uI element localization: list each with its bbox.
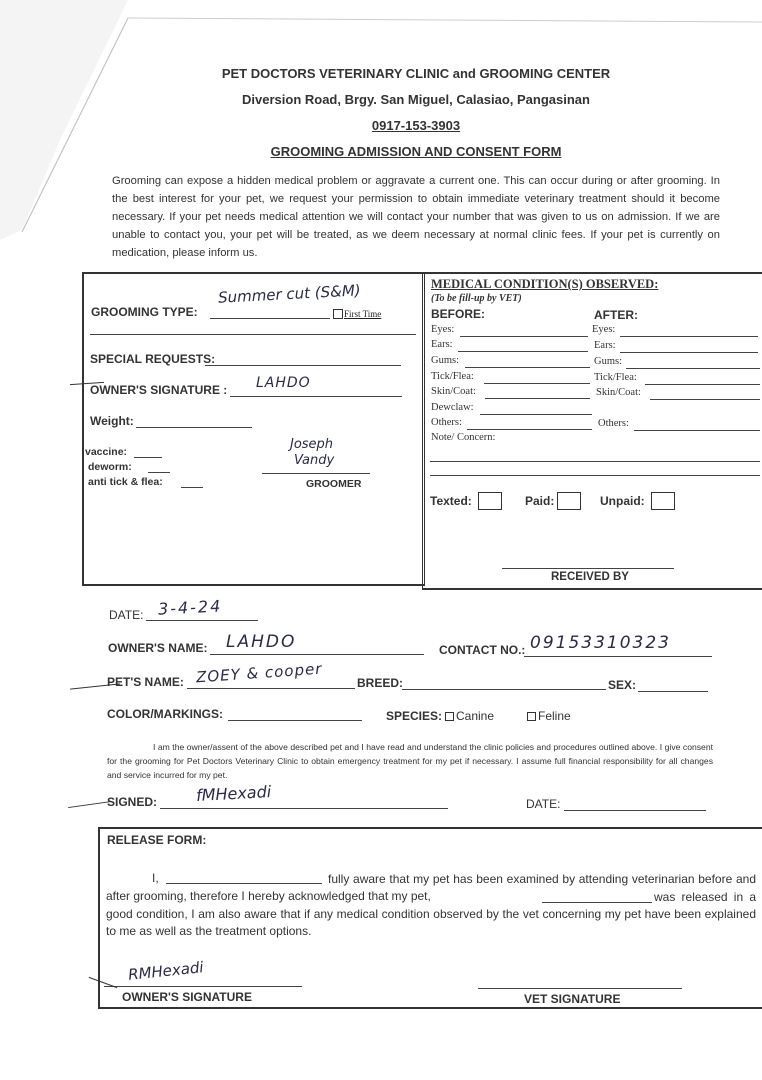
before-label: BEFORE: (431, 307, 485, 321)
canine-label: Canine (456, 709, 495, 723)
medical-title: MEDICAL CONDITION(S) OBSERVED: (431, 277, 659, 291)
before-tickflea: Tick/Flea: (431, 371, 474, 382)
owner-name-value: LAHDO (226, 632, 297, 652)
owner-signature-value: LAHDO (256, 375, 311, 391)
clinic-name: PET DOCTORS VETERINARY CLINIC and GROOMING CENTER (221, 66, 611, 81)
release-vet-signature-label: VET SIGNATURE (524, 992, 621, 1006)
special-requests-line (205, 365, 401, 366)
after-gums-line (626, 368, 760, 369)
first-time-checkbox[interactable] (333, 309, 343, 319)
before-others-line (467, 429, 592, 430)
date-label: DATE: (109, 608, 144, 622)
after-gums: Gums: (594, 356, 623, 367)
pet-name-value: ZOEY & cooper (195, 659, 323, 687)
form-title: GROOMING ADMISSION AND CONSENT FORM (270, 144, 562, 159)
release-text-2: was released in a good condition, I am also aware that if any medical condition observed by the vet concerning my pet have been explained to me as well as the treatment options. (106, 890, 756, 938)
before-eyes-line (460, 336, 588, 337)
vaccine-line (134, 457, 162, 458)
after-others-line (634, 430, 760, 431)
grooming-type-line (210, 318, 330, 319)
contact-label: CONTACT NO.: (439, 643, 526, 657)
vaccine-label: vaccine: (85, 446, 128, 458)
signed-value: fMHexadi (195, 782, 272, 805)
antitick-label: anti tick & flea: (88, 476, 163, 488)
species-label: SPECIES: (386, 709, 443, 723)
sex-label: SEX: (608, 678, 637, 692)
color-markings-line (228, 720, 362, 721)
groomer-name-line2: Vandy (294, 453, 335, 468)
signed-label: SIGNED: (107, 795, 158, 809)
clinic-address: Diversion Road, Brgy. San Miguel, Calasiao, Pangasinan (242, 92, 590, 107)
before-ears: Ears: (431, 339, 453, 350)
before-dewclaw-line (480, 414, 592, 415)
contact-value: 09153310323 (530, 633, 671, 653)
pet-name-label: PET'S NAME: (107, 675, 184, 689)
clinic-phone: 0917-153-3903 (371, 118, 461, 133)
weight-label: Weight: (90, 414, 134, 428)
after-tickflea-line (645, 384, 760, 385)
deworm-label: deworm: (88, 461, 132, 473)
sex-line (638, 691, 708, 692)
before-skincoat: Skin/Coat: (431, 386, 476, 397)
release-title: RELEASE FORM: (107, 833, 207, 847)
unpaid-label: Unpaid: (600, 494, 645, 508)
groomer-line (262, 473, 370, 474)
antitick-line (181, 487, 203, 488)
release-owner-signature-label: OWNER'S SIGNATURE (122, 990, 252, 1004)
note-line-2 (430, 475, 760, 476)
received-by-label: RECEIVED BY (551, 571, 629, 583)
unpaid-checkbox[interactable] (651, 492, 675, 510)
after-others: Others: (598, 418, 629, 429)
after-tickflea: Tick/Flea: (594, 372, 637, 383)
release-owner-signature-line (104, 986, 302, 987)
paid-checkbox[interactable] (557, 492, 581, 510)
after-ears-line (620, 352, 758, 353)
breed-label: BREED: (357, 676, 404, 690)
consent-date-line (564, 810, 706, 811)
pet-name-line (187, 688, 355, 689)
medical-subtitle: (To be fill-up by VET) (431, 293, 522, 304)
release-vet-signature-line (478, 988, 682, 989)
owner-signature-line (230, 396, 402, 397)
texted-label: Texted: (430, 494, 472, 508)
intro-paragraph: Grooming can expose a hidden medical problem or aggravate a current one. This can occur during or after grooming. In the best interest for your pet, we request your permission to obtain immediate veterinary treatment should it become necessary. If your pet needs medical attention we will contact your number that was given to us on admission. If we are unable to contact you, your pet will be treated, as we deem necessary at normal clinic fees. If your pet is currently on medication, please inform us. (112, 175, 720, 259)
owner-signature-label: OWNER'S SIGNATURE : (90, 383, 228, 397)
note-line-1 (430, 461, 760, 462)
contact-line (524, 656, 712, 657)
feline-checkbox[interactable] (527, 712, 536, 721)
date-value: 3-4-24 (157, 596, 223, 619)
weight-line (136, 427, 252, 428)
note-label: Note/ Concern: (431, 432, 496, 443)
owner-name-label: OWNER'S NAME: (108, 641, 208, 655)
before-gums-line (465, 367, 590, 368)
grooming-type-label: GROOMING TYPE: (91, 305, 198, 319)
before-skincoat-line (485, 398, 590, 399)
canine-checkbox[interactable] (445, 712, 454, 721)
grooming-type-value: Summer cut (S&M) (217, 281, 362, 307)
before-dewclaw: Dewclaw: (431, 402, 474, 413)
consent-date-label: DATE: (526, 797, 561, 811)
received-by-line (502, 568, 674, 569)
after-eyes-line (620, 336, 758, 337)
release-text-1: fully aware that my pet has been examined by attending veterinarian before and after grooming, therefore I hereby acknowledged that my pet, (106, 872, 756, 903)
color-markings-label: COLOR/MARKINGS: (107, 707, 223, 721)
signed-line (160, 808, 448, 809)
release-owner-signature-value: RMHexadi (127, 958, 205, 984)
texted-checkbox[interactable] (478, 492, 502, 510)
after-ears: Ears: (594, 340, 616, 351)
after-eyes: Eyes: (592, 324, 616, 335)
release-i-label: I, (152, 871, 159, 885)
feline-label: Feline (538, 709, 571, 723)
before-eyes: Eyes: (431, 324, 455, 335)
after-skincoat: Skin/Coat: (596, 387, 641, 398)
after-skincoat-line (650, 399, 760, 400)
paid-label: Paid: (525, 494, 555, 508)
groomer-name-line1: Joseph (290, 437, 334, 452)
before-others: Others: (431, 417, 462, 428)
groomer-label: GROOMER (306, 478, 362, 490)
before-ears-line (458, 351, 588, 352)
grooming-box (82, 272, 425, 586)
grooming-type-line-2 (90, 334, 416, 335)
first-time-label: First Time (344, 309, 382, 319)
breed-line (402, 689, 606, 690)
before-tickflea-line (484, 383, 590, 384)
consent-paragraph: I am the owner/assent of the above described pet and I have read and understand the clinic policies and procedures outlined above. I give consent for the grooming for Pet Doctors Veterinary Clinic to obtain emergency treatment for my pet if necessary. I assume full financial responsibility for all changes and service incurred for my pet. (107, 742, 713, 780)
before-gums: Gums: (431, 355, 460, 366)
owner-name-line (210, 654, 424, 655)
after-label: AFTER: (594, 308, 638, 322)
special-requests-label: SPECIAL REQUESTS: (90, 352, 216, 366)
date-line (146, 620, 258, 621)
deworm-line (148, 472, 170, 473)
